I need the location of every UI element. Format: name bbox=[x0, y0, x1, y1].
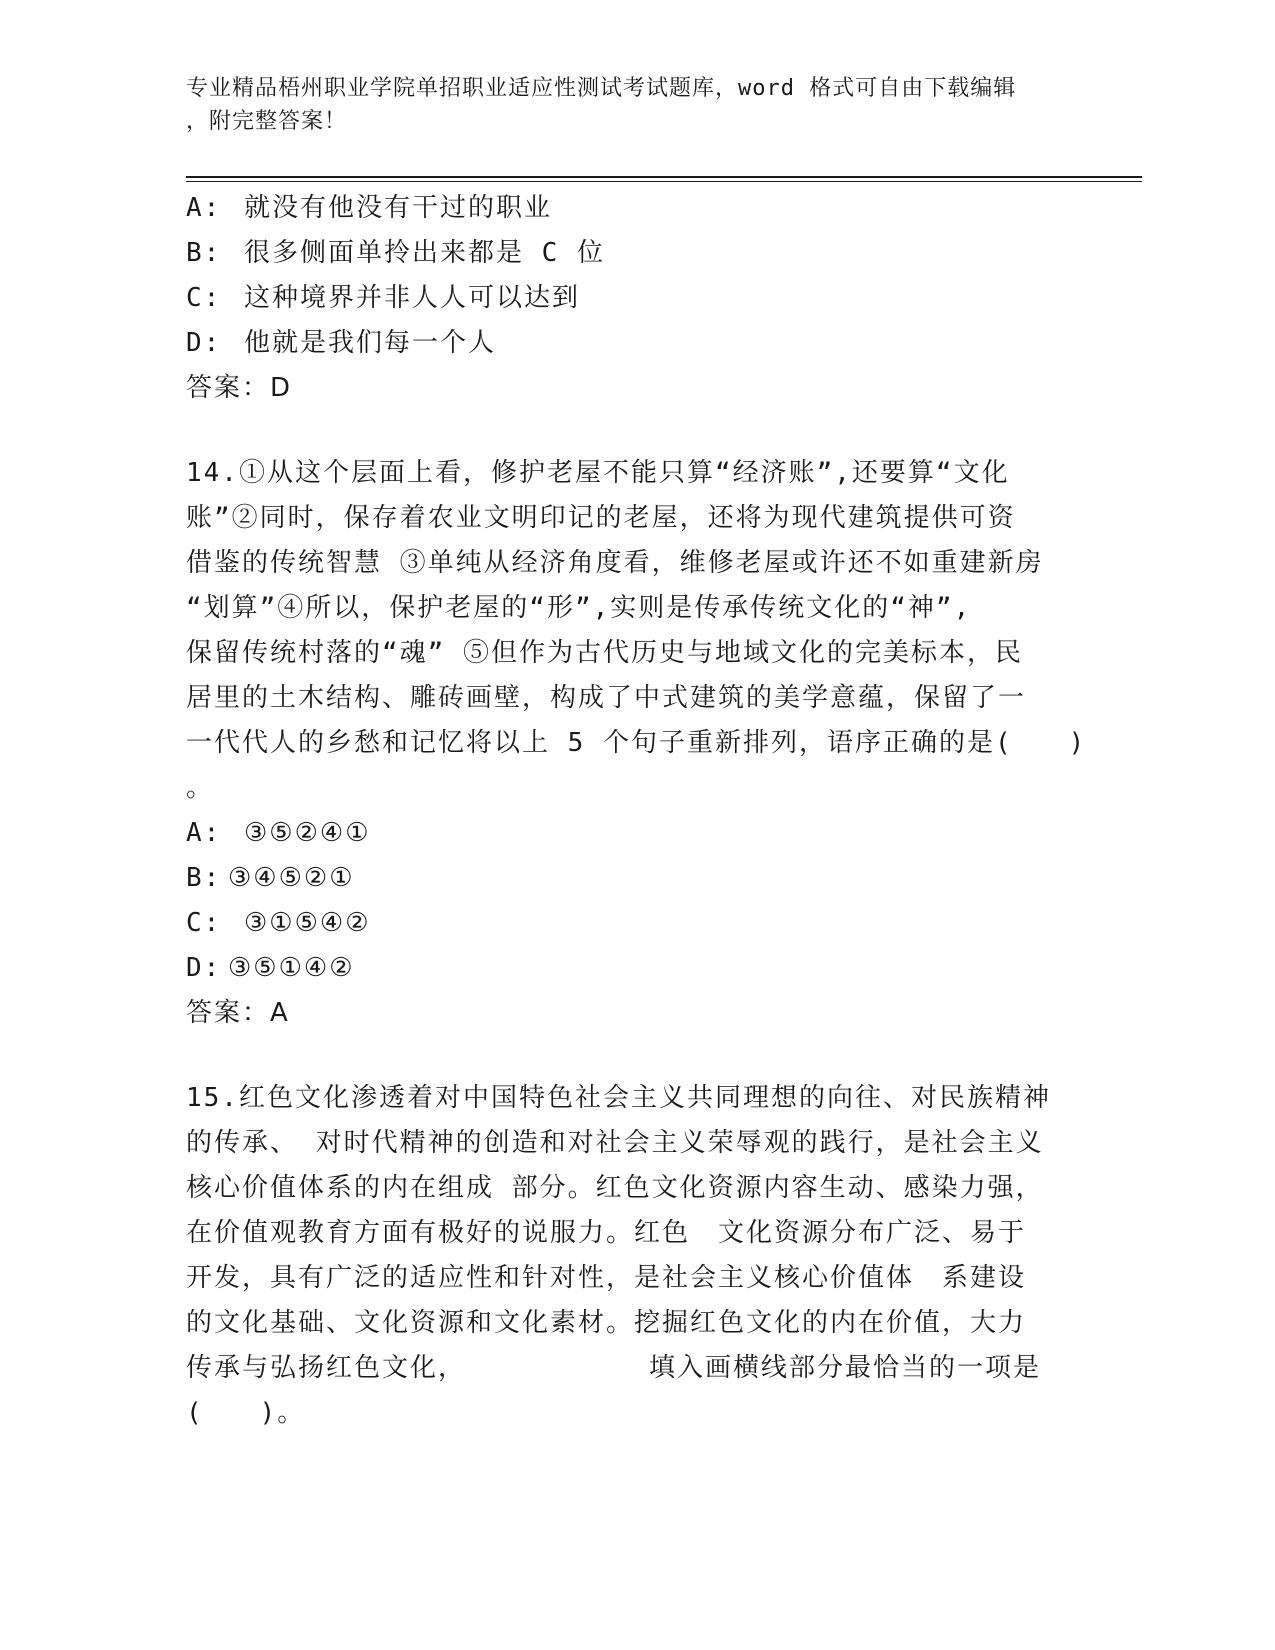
option-b bbox=[186, 231, 1076, 276]
question-line: “划算”④所以，保护老屋的“形”,实则是传承传统文化的“神”, bbox=[186, 593, 972, 623]
question-line: 核心价值体系的内在组成 部分。红色文化资源内容生动、感染力强， bbox=[186, 1173, 1044, 1203]
option-text: ③⑤①④② bbox=[228, 953, 355, 983]
question-line: 保留传统村落的“魂” ⑤但作为古代历史与地域文化的完美标本，民 bbox=[186, 638, 1023, 668]
question-line: ( )。 bbox=[186, 1398, 306, 1428]
question-line: 的传承、 对时代精神的创造和对社会主义荣辱观的践行，是社会主义 bbox=[186, 1128, 1044, 1158]
option-key: C: bbox=[186, 908, 222, 938]
question-line: 一代代人的乡愁和记忆将以上 5 个句子重新排列，语序正确的是( ) bbox=[186, 728, 1087, 758]
question-line: 传承与弘扬红色文化， 填入画横线部分最恰当的一项是 bbox=[186, 1353, 1042, 1383]
question-line: 开发，具有广泛的适应性和针对性，是社会主义核心价值体 系建设 bbox=[186, 1263, 1027, 1293]
question-line: 的文化基础、文化资源和文化素材。挖掘红色文化的内在价值，大力 bbox=[186, 1308, 1027, 1338]
option-key: A: bbox=[186, 193, 222, 223]
question-line: 。 bbox=[186, 773, 215, 803]
question-14 bbox=[186, 451, 1087, 811]
question-15 bbox=[186, 1076, 1056, 1436]
question-line: 借鉴的传统智慧 ③单纯从经济角度看，维修老屋或许还不如重建新房 bbox=[186, 548, 1044, 578]
option-d bbox=[186, 321, 1076, 366]
page-content bbox=[186, 186, 1087, 1436]
question-14-options bbox=[186, 811, 1076, 1036]
answer-14: 答案：A bbox=[186, 998, 290, 1028]
header-divider-thick bbox=[186, 176, 1142, 178]
header-line-2: ，附完整答案！ bbox=[186, 109, 348, 134]
option-key: B: bbox=[186, 238, 222, 268]
option-key: D: bbox=[186, 328, 222, 358]
question-line: 在价值观教育方面有极好的说服力。红色 文化资源分布广泛、易于 bbox=[186, 1218, 1027, 1248]
option-text: 这种境界并非人人可以达到 bbox=[244, 283, 581, 313]
question-line: 15.红色文化渗透着对中国特色社会主义共同理想的向往、对民族精神 bbox=[186, 1083, 1051, 1113]
option-text: 很多侧面单拎出来都是 C 位 bbox=[244, 238, 605, 268]
option-text: 他就是我们每一个人 bbox=[244, 328, 497, 358]
header-line-1: 专业精品梧州职业学院单招职业适应性测试考试题库，word 格式可自由下载编辑 bbox=[186, 76, 1017, 101]
option-text: ③①⑤④② bbox=[244, 908, 371, 938]
option-c bbox=[186, 276, 1076, 321]
option-text: 就没有他没有干过的职业 bbox=[244, 193, 553, 223]
option-text: ③⑤②④① bbox=[244, 818, 371, 848]
option-key: B: bbox=[186, 863, 222, 893]
answer-13: 答案：D bbox=[186, 373, 293, 403]
option-key: D: bbox=[186, 953, 222, 983]
question-13-options bbox=[186, 186, 1076, 411]
header-divider-thin bbox=[186, 181, 1142, 182]
question-line: 账”②同时，保存着农业文明印记的老屋，还将为现代建筑提供可资 bbox=[186, 503, 1016, 533]
option-key: C: bbox=[186, 283, 222, 313]
option-c bbox=[186, 901, 1076, 946]
option-text: ③④⑤②① bbox=[228, 863, 355, 893]
spacer bbox=[186, 411, 1076, 451]
option-a bbox=[186, 186, 1076, 231]
option-b bbox=[186, 856, 1076, 901]
option-a bbox=[186, 811, 1076, 856]
question-line: 居里的土木结构、雕砖画壁，构成了中式建筑的美学意蕴，保留了一 bbox=[186, 683, 1027, 713]
question-line: 14.①从这个层面上看，修护老屋不能只算“经济账”,还要算“文化 bbox=[186, 458, 1010, 488]
option-key: A: bbox=[186, 818, 222, 848]
option-d bbox=[186, 946, 1076, 991]
spacer bbox=[186, 1036, 1076, 1076]
page-header bbox=[186, 72, 1066, 138]
